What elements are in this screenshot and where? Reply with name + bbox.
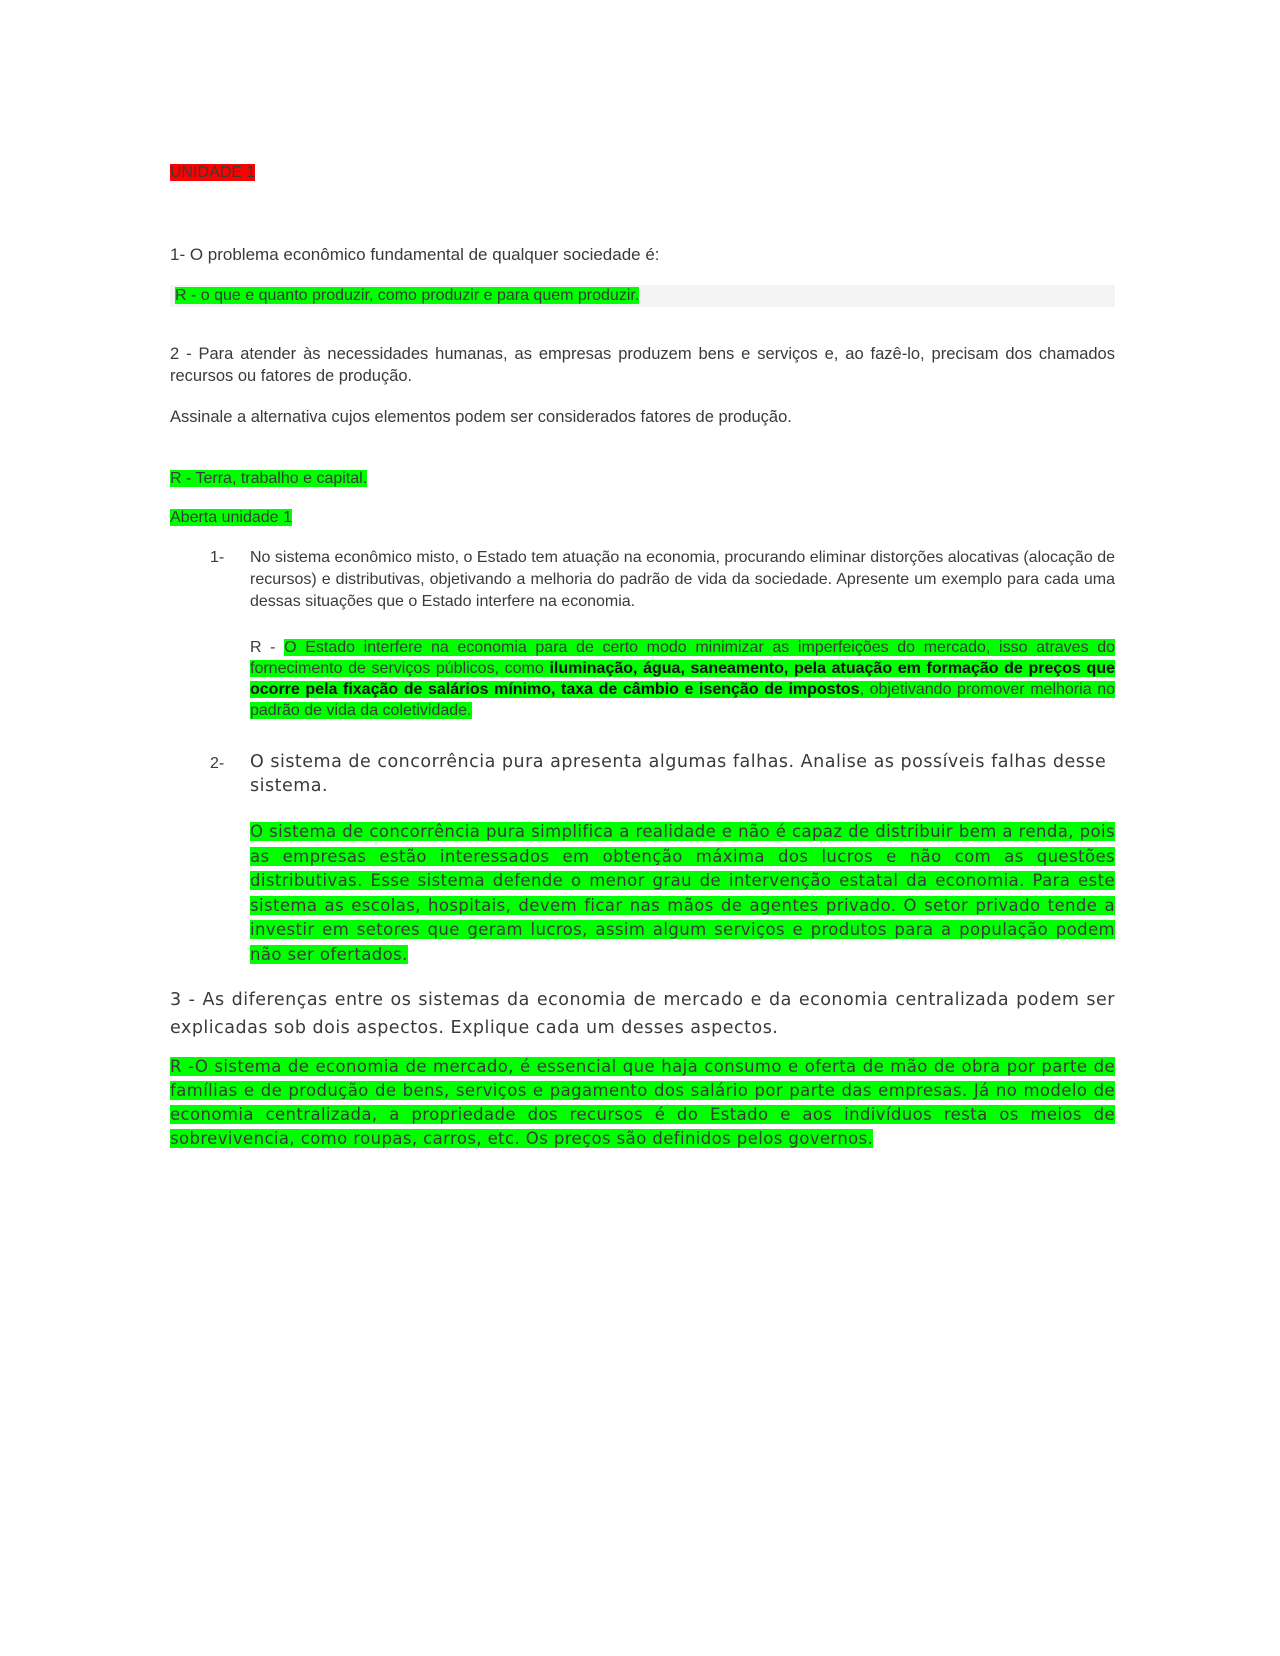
list-number-1: 1- — [210, 549, 225, 566]
unit-title-text: UNIDADE 1 — [170, 164, 256, 181]
answer-text-part-2: , objetivando promover melhoria no padrão de vida da coletividade. — [250, 681, 1115, 719]
list-number-2: 2- — [210, 755, 225, 772]
open-item-1-answer — [250, 637, 1115, 721]
question-1: 1- O problema econômico fundamental de qualquer sociedade é: — [170, 245, 660, 264]
open-item-1-question: No sistema econômico misto, o Estado tem atuação na economia, procurando eliminar distorções alocativas (alocação de recursos) e distributivas, objetivando a melhoria do padrão de vida da sociedade. Apresente um exemplo para cada uma dessas situações que o Estado interfere na economia. — [250, 549, 1115, 610]
open-item-2-answer-text: O sistema de concorrência pura simplifica a realidade e não é capaz de distribuir bem a renda, pois as empresas estão interessados em obtenção máxima dos lucros e não com as questões distributivas. Esse sistema defende o menor grau de intervenção estatal da economia. Para este sistema as escolas, hospitais, devem ficar nas mãos de agentes privado. O setor privado tende a investir em setores que geram lucros, assim algum serviços e produtos para a população podem não ser ofertados. — [250, 822, 1115, 964]
open-item-2-answer — [250, 820, 1115, 967]
answer-3-text: R -O sistema de economia de mercado, é essencial que haja consumo e oferta de mão de obra por parte de famílias e de produção de bens, serviços e pagamento dos salário por parte das empresas. Já no modelo de economia centralizada, a propriedade dos recursos é do Estado e aos indivíduos resta os meios de sobrevivencia, como roupas, carros, etc. Os preços são definidos pelos governos. — [170, 1057, 1115, 1148]
question-3: 3 - As diferenças entre os sistemas da economia de mercado e da economia centralizada podem ser explicadas sob dois aspectos. Explique cada um desses aspectos. — [170, 990, 1115, 1038]
answer-bold-examples: iluminação, água, saneamento, pela atuação em formação de preços que ocorre pela fixação de salários mínimo, taxa de câmbio e isenção de impostos — [250, 660, 1116, 698]
open-unit-title — [170, 508, 292, 528]
open-unit-title-text: Aberta unidade 1 — [170, 509, 292, 526]
answer-3 — [170, 1055, 1115, 1151]
open-item-2-question: O sistema de concorrência pura apresenta algumas falhas. Analise as possíveis falhas desse sistema. — [250, 752, 1107, 796]
answer-1 — [175, 286, 639, 306]
answer-text-part-1: O Estado interfere na economia para de certo modo minimizar as imperfeições do mercado, isso atraves do fornecimento de serviços públicos, como — [250, 639, 1115, 677]
question-2: 2 - Para atender às necessidades humanas, as empresas produzem bens e serviços e, ao fazê-lo, precisam dos chamados recursos ou fatores de produção. — [170, 345, 1115, 385]
answer-prefix: R - — [250, 639, 285, 656]
answer-2 — [170, 469, 367, 489]
answer-1-text: R - o que e quanto produzir, como produzir e para quem produzir. — [175, 287, 640, 304]
question-2-instruction: Assinale a alternativa cujos elementos podem ser considerados fatores de produção. — [170, 408, 792, 426]
document-page — [170, 0, 1115, 1656]
answer-2-text: R - Terra, trabalho e capital. — [170, 470, 368, 487]
unit-title — [170, 163, 255, 183]
